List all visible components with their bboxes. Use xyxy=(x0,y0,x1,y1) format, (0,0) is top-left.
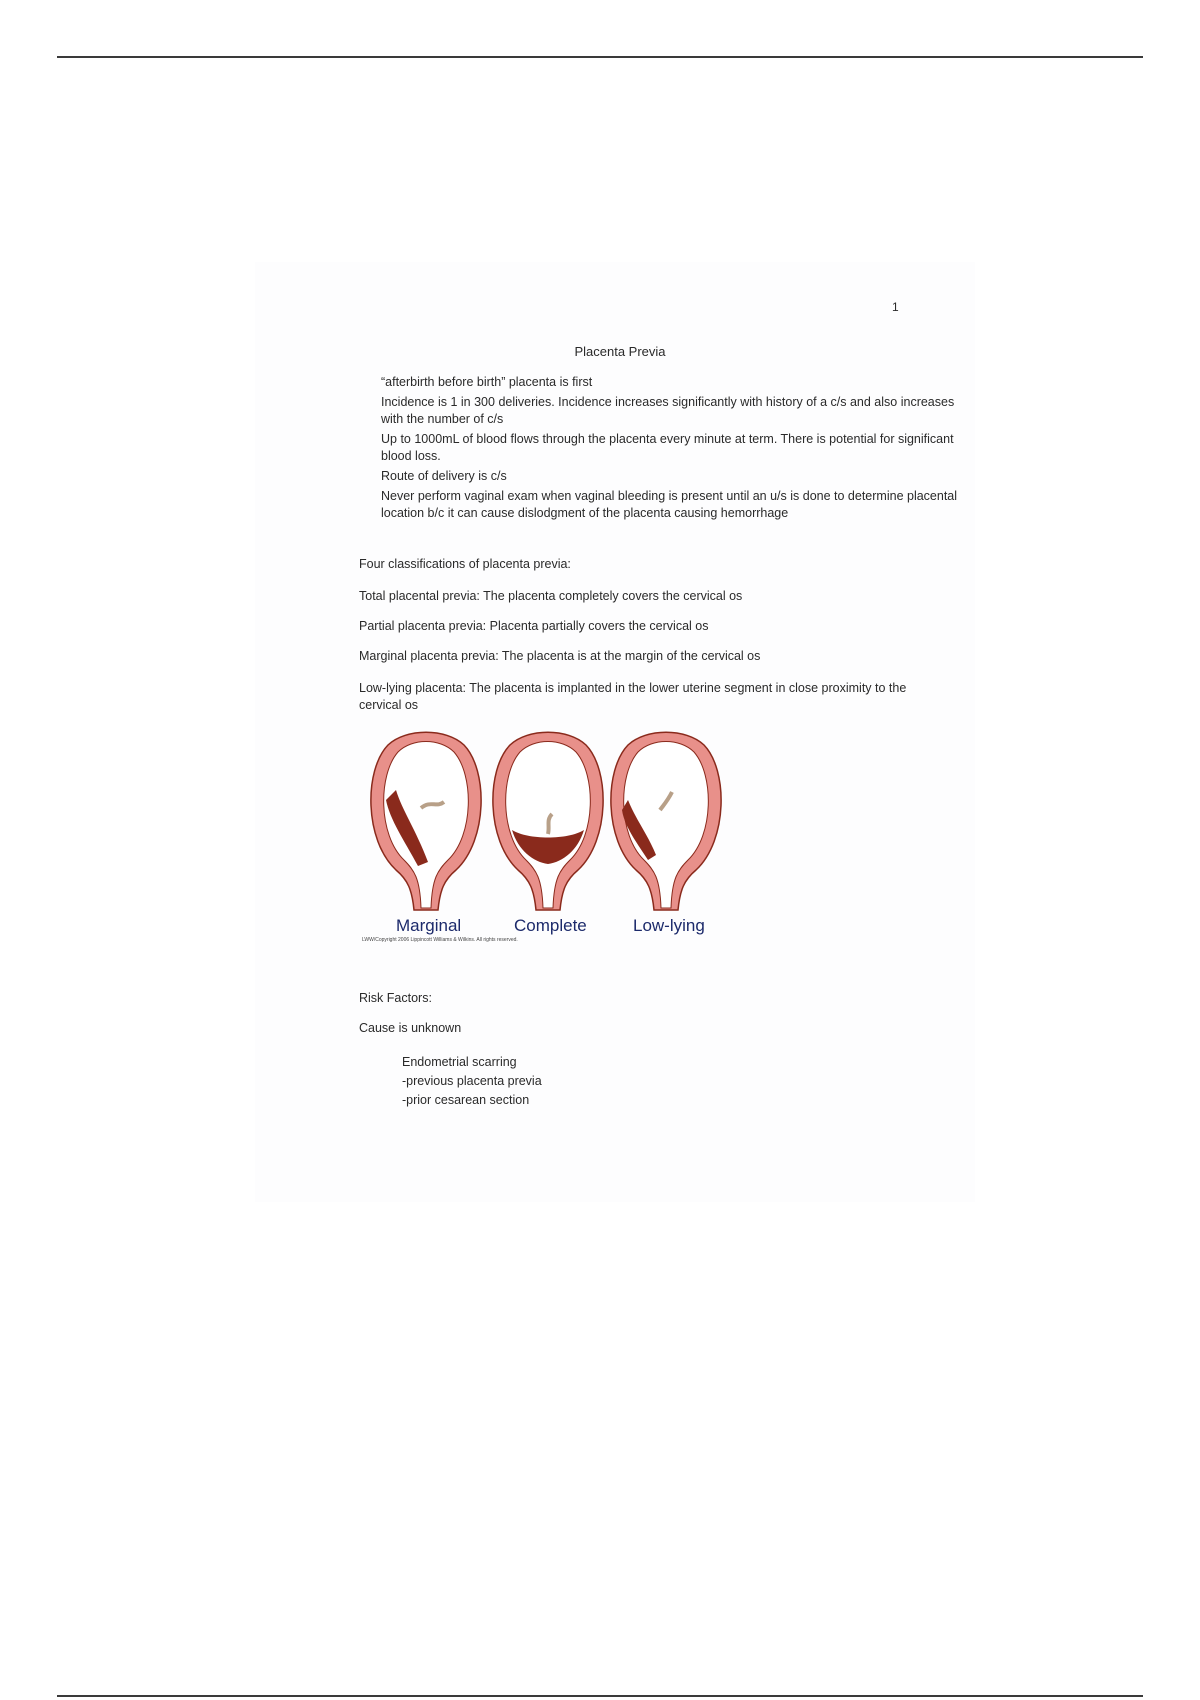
classification-marginal: Marginal placenta previa: The placenta is at the margin of the cervical os xyxy=(359,649,761,663)
list-item: Up to 1000mL of blood flows through the placenta every minute at term. There is potential for significant blood loss. xyxy=(381,432,954,463)
uterus-illustrations xyxy=(358,730,738,920)
page-number: 1 xyxy=(892,300,899,314)
uterus-complete-illustration xyxy=(493,732,603,910)
risk-factor-list xyxy=(380,1053,542,1110)
uterus-low-lying-illustration xyxy=(611,732,721,910)
list-item: “afterbirth before birth” placenta is first xyxy=(381,375,593,389)
figure-label-marginal: Marginal xyxy=(396,916,462,935)
figure-label-low-lying: Low-lying xyxy=(633,916,705,935)
classification-total: Total placental previa: The placenta completely covers the cervical os xyxy=(359,589,743,603)
placenta-previa-figure xyxy=(358,730,738,945)
risk-subitem: -previous placenta previa xyxy=(402,1074,542,1088)
top-rule xyxy=(57,56,1143,58)
classification-partial: Partial placenta previa: Placenta partially covers the cervical os xyxy=(359,619,709,633)
bottom-rule xyxy=(57,1695,1143,1697)
document-title: Placenta Previa xyxy=(574,344,666,359)
list-item: Route of delivery is c/s xyxy=(381,469,507,483)
risk-factors-heading: Risk Factors: xyxy=(359,991,432,1005)
figure-copyright: LWW/Copyright 2006 Lippincott Williams & Wilkins. All rights reserved. xyxy=(362,937,518,943)
bullet-list xyxy=(358,374,958,525)
classification-low-lying: Low-lying placenta: The placenta is implanted in the lower uterine segment in close proximity to the cervical os xyxy=(359,681,907,712)
list-item: Never perform vaginal exam when vaginal bleeding is present until an u/s is done to determine placental location b/c it can cause dislodgment of the placenta causing hemorrhage xyxy=(381,489,958,520)
uterus-marginal-illustration xyxy=(371,732,481,910)
risk-subitem: -prior cesarean section xyxy=(402,1093,530,1107)
figure-label-complete: Complete xyxy=(514,916,587,935)
list-item: Incidence is 1 in 300 deliveries. Incidence increases significantly with history of a c/s and also increases with the number of c/s xyxy=(381,395,955,426)
classifications-intro: Four classifications of placenta previa: xyxy=(359,557,571,571)
risk-cause: Cause is unknown xyxy=(359,1021,462,1035)
risk-item: Endometrial scarring xyxy=(402,1055,517,1069)
